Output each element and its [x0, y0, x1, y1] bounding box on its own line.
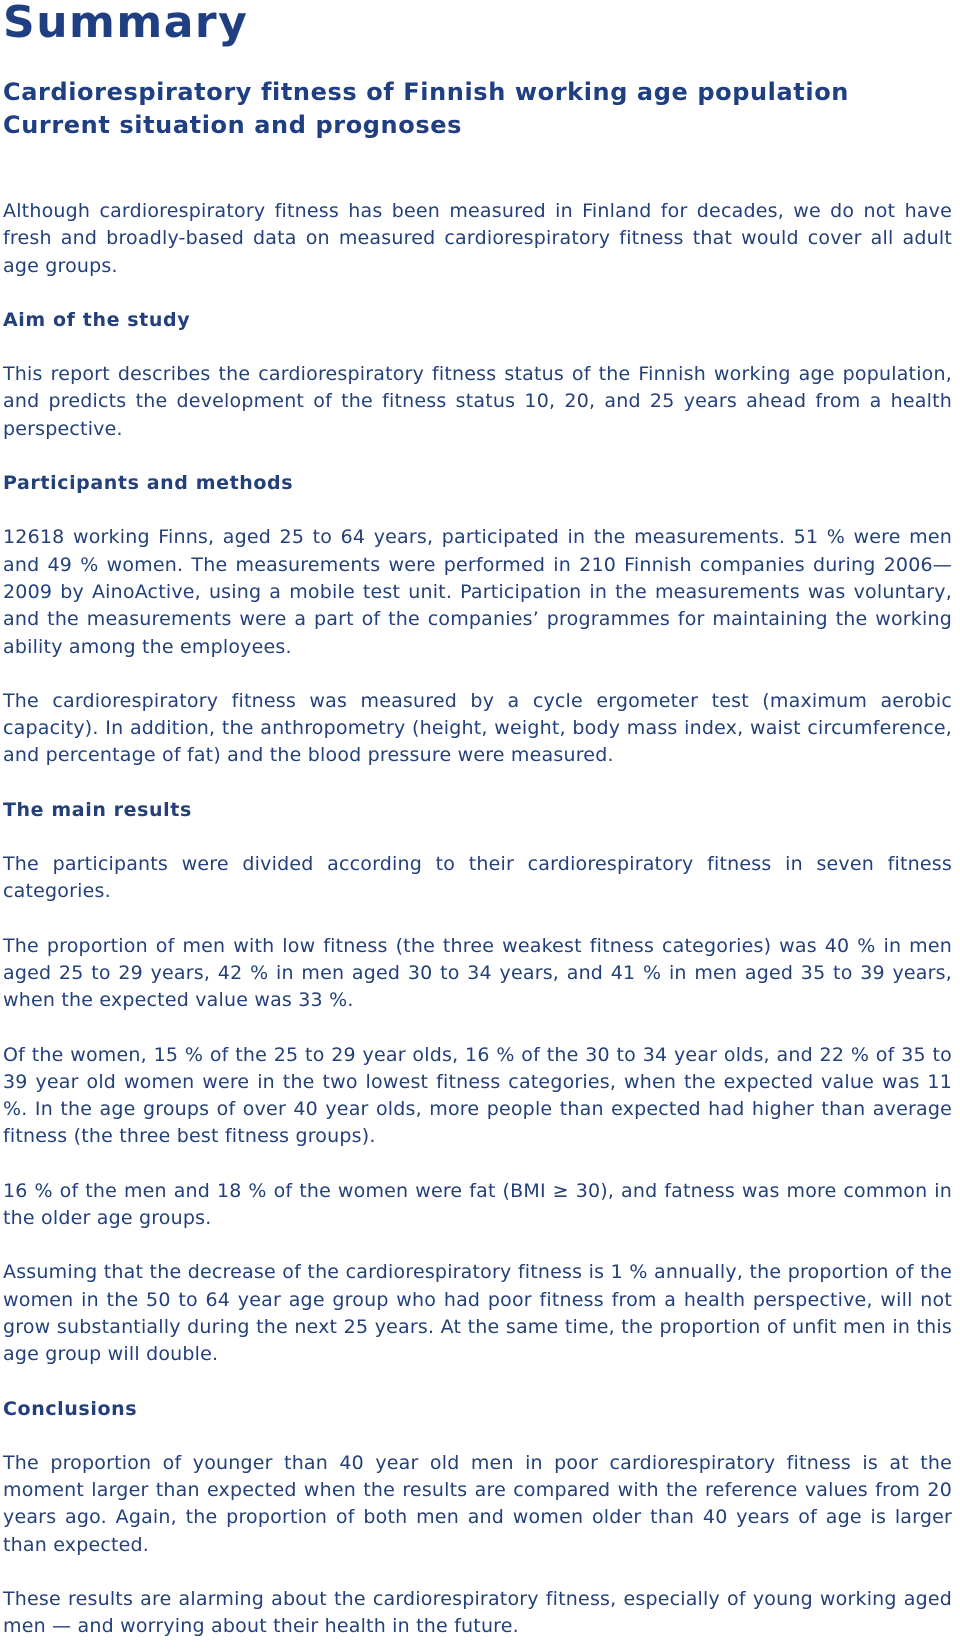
conclusions-heading: Conclusions: [3, 1397, 138, 1420]
results-paragraph-4: 16 % of the men and 18 % of the women were fat (BMI ≥ 30), and fatness was more common in the older age groups.: [3, 1179, 952, 1230]
methods-heading: Participants and methods: [3, 472, 294, 495]
conclusions-paragraph-2: These results are alarming about the cardiorespiratory fitness, especially of young working aged men — and worrying about their health in the future.: [3, 1587, 952, 1638]
subtitle-line-1: Cardiorespiratory fitness of Finnish working age population: [3, 78, 849, 106]
page-title: Summary: [3, 0, 249, 48]
results-paragraph-5: Assuming that the decrease of the cardiorespiratory fitness is 1 % annually, the proportion of the women in the 50 to 64 year age group who had poor fitness from a health perspective, will not grow substantially during the next 25 years. At the same time, the proportion of unfit men in this age group will double.: [3, 1261, 952, 1366]
results-paragraph-1: The participants were divided according to their cardiorespiratory fitness in seven fitness categories.: [3, 853, 952, 903]
conclusions-paragraph-1: The proportion of younger than 40 year old men in poor cardiorespiratory fitness is at the moment larger than expected when the results are compared with the reference values from 20 years ago. Again, the proportion of both men and women older than 40 years of age is larger than expected.: [3, 1451, 952, 1556]
methods-paragraph-2: The cardiorespiratory fitness was measured by a cycle ergometer test (maximum aerobic capacity). In addition, the anthropometry (height, weight, body mass index, waist circumference, and percentage of fat) and the blood pressure were measured.: [3, 689, 952, 767]
methods-paragraph-1: 12618 working Finns, aged 25 to 64 years, participated in the measurements. 51 % were men and 49 % women. The measurements were performed in 210 Finnish companies during 2006—2009 by AinoActive, using a mobile test unit. Participation in the measurements was voluntary, and the measurements were a part of the companies’ programmes for maintaining the working ability among the employees.: [3, 526, 952, 658]
results-heading: The main results: [3, 798, 192, 821]
results-paragraph-2: The proportion of men with low fitness (the three weakest fitness categories) was 40 % in men aged 25 to 29 years, 42 % in men aged 30 to 34 years, and 41 % in men aged 35 to 39 years, when the expected value was 33 %.: [3, 934, 952, 1012]
intro-paragraph: Although cardiorespiratory fitness has been measured in Finland for decades, we do not have fresh and broadly-based data on measured cardiorespiratory fitness that would cover all adult age groups.: [3, 200, 952, 277]
aim-paragraph: This report describes the cardiorespiratory fitness status of the Finnish working age population, and predicts the development of the fitness status 10, 20, and 25 years ahead from a health perspective.: [3, 363, 952, 440]
results-paragraph-3: Of the women, 15 % of the 25 to 29 year olds, 16 % of the 30 to 34 year olds, and 22 % of 35 to 39 year old women were in the two lowest fitness categories, when the expected value was 11 %. In the age groups of over 40 year olds, more people than expected had higher than average fitness (the three best fitness groups).: [3, 1043, 952, 1148]
report-subtitle: [3, 76, 952, 142]
aim-heading: Aim of the study: [3, 308, 191, 331]
subtitle-line-2: Current situation and prognoses: [3, 111, 462, 139]
